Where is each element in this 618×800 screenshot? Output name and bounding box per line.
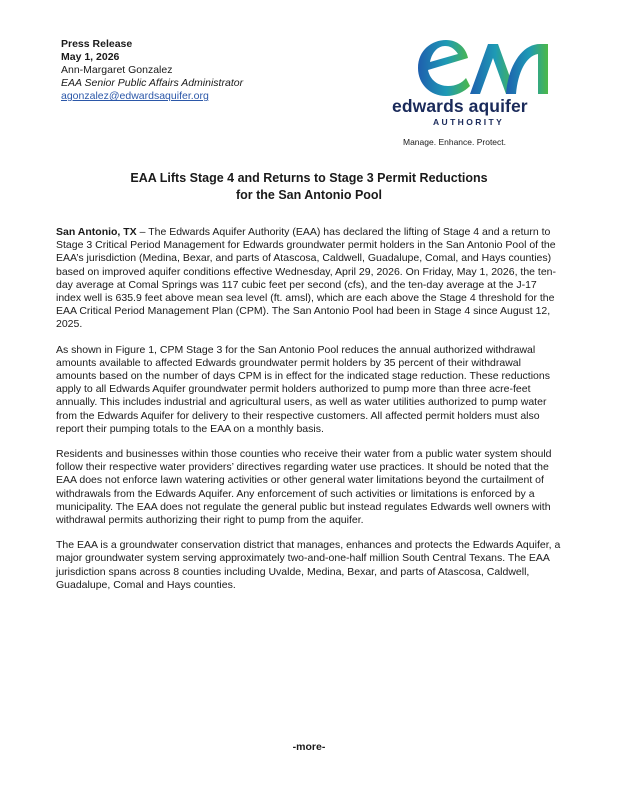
title-line-1: EAA Lifts Stage 4 and Returns to Stage 3 Permit Reductions	[130, 171, 488, 185]
press-title	[60, 170, 558, 204]
press-body	[56, 226, 564, 604]
contact-header	[61, 38, 243, 103]
paragraph-1	[56, 226, 564, 332]
logo-wordmark: edwards aquifer	[392, 96, 528, 116]
dateline: San Antonio, TX	[56, 226, 137, 238]
eaa-logo-icon	[388, 28, 558, 152]
paragraph-2: As shown in Figure 1, CPM Stage 3 for the San Antonio Pool reduces the annual authorized withdrawal amounts available to affected Edwards groundwater permit holders by 35 percent of their withdrawal amounts based on the number of days CPM is in effect for the indicated stage reduction. These reductions apply to all Edwards Aquifer groundwater permit holders authorized to pump more than three acre-feet annually. This includes industrial and agricultural users, as well as water utilities authorized to pump water from the Edwards Aquifer for delivery to their respective customers. All affected permit holders must also report their pumping totals to the EAA on a monthly basis.	[56, 343, 550, 435]
paragraph-3: Residents and businesses within those counties who receive their water from a public water system should follow their respective water providers’ directives regarding water use practices. It should be noted that the EAA does not enforce lawn watering activities or other general water limitations beyond the curtailment of withdrawals from the Edwards Aquifer. Any enforcement of such activities or limitations is enforced by a municipality. The EAA does not regulate the general public but instead regulates Edwards well owners with withdrawal permits authorizing their right to pump from the aquifer.	[56, 448, 552, 527]
press-release-label: Press Release	[61, 38, 133, 50]
more-marker: -more-	[292, 741, 326, 753]
contact-name: Ann-Margaret Gonzalez	[61, 64, 173, 76]
title-line-2: for the San Antonio Pool	[235, 188, 383, 202]
paragraph-1-text: – The Edwards Aquifer Authority (EAA) has declared the lifting of Stage 4 and a return to Stage 3 Critical Period Management for Edwards groundwater permit holders in the San Antonio Pool of the EAA’s jurisdiction (Medina, Bexar, and parts of Atascosa, Caldwell, Guadalupe, Comal, and Hays counties) based on improved aquifer conditions effective Wednesday, April 29, 2026. On Friday, May 1, 2026, the ten-day average at Comal Springs was 117 cubic feet per second (cfs), and the ten-day average at the J-17 index well is 635.9 feet above mean sea level (ft. amsl), which are each above the Stage 4 threshold for the EAA Critical Period Management Plan (CPM). The San Antonio Pool had been in Stage 4 since August 12, 2025.	[56, 226, 557, 331]
logo-authority: AUTHORITY	[433, 117, 505, 127]
contact-title: EAA Senior Public Affairs Administrator	[61, 77, 244, 89]
paragraph-4: The EAA is a groundwater conservation district that manages, enhances and protects the Edwards Aquifer, a major groundwater system serving approximately two-and-one-half million South Central Texans. The EAA jurisdiction spans across 8 counties including Uvalde, Medina, Bexar, and parts of Atascosa, Caldwell, Guadalupe, Comal and Hays counties.	[56, 539, 561, 591]
logo-tagline: Manage. Enhance. Protect.	[403, 137, 507, 147]
contact-email-link[interactable]: agonzalez@edwardsaquifer.org	[61, 90, 209, 102]
release-date: May 1, 2026	[61, 51, 120, 63]
